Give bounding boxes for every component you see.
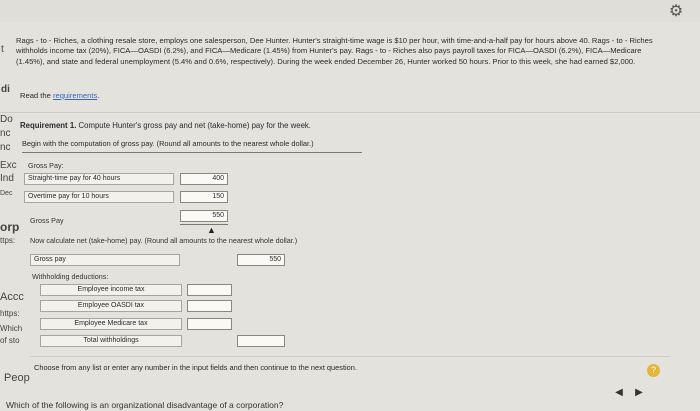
- net-pay-instruction: Now calculate net (take-home) pay. (Round all amounts to the nearest whole dollar.): [30, 236, 298, 245]
- gross-pay-heading: Gross Pay:: [28, 161, 64, 170]
- overtime-input[interactable]: 150: [180, 191, 228, 203]
- overtime-label: Overtime pay for 10 hours: [24, 191, 174, 203]
- total-withholdings-input[interactable]: [237, 335, 285, 347]
- bg-fragment: Ind: [0, 173, 14, 184]
- divider: [22, 152, 362, 153]
- bg-fragment: Accc: [0, 291, 24, 303]
- gross-pay-total-input[interactable]: 550: [180, 210, 228, 222]
- bg-fragment: https:: [0, 309, 20, 318]
- oasdi-tax-label: Employee OASDI tax: [40, 300, 182, 312]
- income-tax-input[interactable]: [187, 284, 232, 296]
- bg-fragment: Exc: [0, 160, 17, 171]
- begin-instruction: Begin with the computation of gross pay. (Round all amounts to the nearest whole dollar.): [22, 139, 314, 148]
- bg-fragment: Peop: [4, 372, 30, 384]
- bg-fragment: Which: [0, 324, 23, 333]
- problem-statement: Rags - to - Riches, a clothing resale store, employs one salesperson, Dee Hunter. Hunter's straight-time wage is $10 per hour, with time-and-a-half pay for hours above 40. Rags - to - Riches withholds income tax (20%), FICA—OASDI (6.2%), and FICA—Medicare (1.45%) from Hunter's pay. Rags - to - Riches also pays payroll taxes for FICA—OASDI (6.2%), FICA—Medicare (1.45%), and state and federal unemployment (5.4% and 0.6%, respectively). During the week ended December 26, Hunter worked 50 hours. Prior to this week, she had earned $2,000.: [16, 36, 653, 66]
- gross-pay-total-label: Gross Pay: [30, 216, 64, 225]
- read-requirements-line: [20, 91, 99, 100]
- divider: [30, 356, 670, 357]
- gross-pay-row-label: Gross pay: [30, 254, 180, 266]
- cursor-arrow-icon: ▲: [207, 225, 216, 235]
- medicare-tax-input[interactable]: [187, 318, 232, 330]
- requirement-number: Requirement 1.: [20, 121, 77, 130]
- income-tax-label: Employee income tax: [40, 284, 182, 296]
- total-withholdings-label: Total withholdings: [40, 335, 182, 347]
- total-underline: [180, 224, 228, 225]
- bg-fragment: nc: [0, 128, 11, 139]
- help-icon[interactable]: ?: [647, 364, 660, 377]
- requirement-text: Compute Hunter's gross pay and net (take-home) pay for the week.: [76, 121, 311, 130]
- divider: [0, 112, 700, 113]
- bg-fragment: Dec: [0, 190, 13, 197]
- next-question-preview: Which of the following is an organizational disadvantage of a corporation?: [6, 400, 284, 410]
- straight-time-input[interactable]: 400: [180, 173, 228, 185]
- footer-instruction: Choose from any list or enter any number in the input fields and then continue to the next question.: [34, 363, 357, 372]
- bg-fragment: nc: [0, 142, 11, 153]
- bg-fragment: Do: [0, 114, 13, 125]
- withholding-heading: Withholding deductions:: [32, 272, 109, 281]
- bg-fragment: di: [1, 84, 10, 95]
- straight-time-label: Straight-time pay for 40 hours: [24, 173, 174, 185]
- bg-fragment: t: [1, 44, 4, 55]
- bg-fragment: orp: [0, 220, 20, 234]
- read-prefix: Read the: [20, 91, 53, 100]
- requirement-title: [20, 121, 311, 130]
- prev-arrow-icon[interactable]: ◀: [615, 387, 623, 398]
- gross-pay-row-input[interactable]: 550: [237, 254, 285, 266]
- medicare-tax-label: Employee Medicare tax: [40, 318, 182, 330]
- top-bar: [0, 0, 700, 22]
- oasdi-tax-input[interactable]: [187, 300, 232, 312]
- bg-fragment: of sto: [0, 336, 20, 345]
- bg-fragment: ttps:: [0, 236, 16, 245]
- gear-icon[interactable]: ⚙: [668, 3, 684, 20]
- read-suffix: .: [97, 91, 100, 100]
- next-arrow-icon[interactable]: ▶: [635, 387, 643, 398]
- requirements-link[interactable]: requirements: [52, 91, 98, 100]
